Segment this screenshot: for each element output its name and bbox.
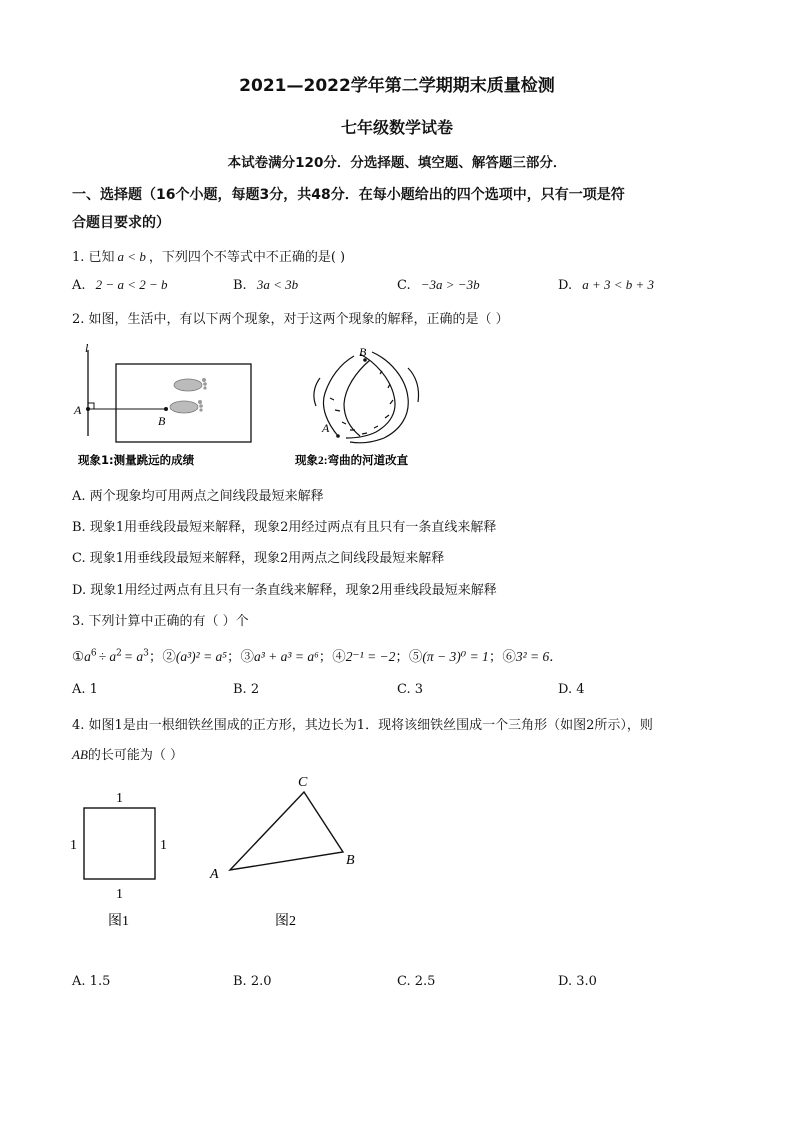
- label-c: C: [298, 775, 308, 790]
- q2-figure-long-jump: [70, 338, 270, 473]
- river-drawing: [314, 352, 419, 443]
- label-a: A: [74, 403, 82, 417]
- option-text: −3a > −3b: [420, 277, 480, 292]
- q3-item-6: ⑥3² = 6．: [502, 649, 563, 665]
- option-text: 1: [89, 682, 98, 697]
- option-text: 2 − a < 2 − b: [95, 277, 168, 292]
- question-4-stem-line1: 4. 如图1是由一根细铁丝围成的正方形，其边长为1．现将该细铁丝围成一个三角形（如图2所示），则: [72, 718, 653, 733]
- option-text: 2.5: [414, 974, 436, 989]
- option-text: 4: [576, 682, 585, 697]
- label-l: l: [85, 341, 89, 355]
- option-text: 2: [250, 682, 260, 697]
- option-label: C.: [72, 551, 86, 566]
- q4-option-a[interactable]: [72, 974, 110, 989]
- label-b: B: [346, 853, 355, 868]
- q2-option-a[interactable]: [72, 485, 324, 504]
- exam-title: 2021—2022学年第二学期期末质量检测: [239, 76, 555, 96]
- triangle-abc: [230, 792, 343, 870]
- q2-figure-river: [290, 338, 460, 473]
- caption-figure-1: 图1: [108, 914, 129, 929]
- q3-item-1: $①a^6 \div a^2 = a^3$；: [72, 648, 163, 665]
- q3-item-5: ⑤(π − 3)⁰ = 1；: [408, 649, 503, 665]
- label-b: B: [359, 345, 367, 359]
- option-label: B.: [233, 278, 247, 293]
- question-4-stem-line2: [72, 744, 183, 763]
- section-heading-line2: 合题目要求的）: [72, 215, 170, 231]
- section-heading-line1: 一、选择题（16个小题，每题3分，共48分．在每小题给出的四个选项中，只有一项是符: [72, 187, 625, 203]
- q1-prefix: 1. 已知: [72, 250, 115, 265]
- option-text: 2.0: [250, 974, 272, 989]
- option-label: A.: [72, 278, 86, 293]
- point-b: [164, 407, 168, 411]
- option-text: 两个现象均可用两点之间线段最短来解释: [89, 489, 324, 504]
- option-text: 现象1用经过两点有且只有一条直线来解释，现象2用垂线段最短来解释: [90, 583, 497, 598]
- label-b: B: [158, 414, 166, 428]
- q3-option-a[interactable]: [72, 682, 98, 697]
- q3-option-c[interactable]: [397, 682, 423, 697]
- option-label: D.: [558, 974, 573, 989]
- q4-figure-triangle: [200, 770, 370, 930]
- q2-option-d[interactable]: [72, 579, 497, 598]
- q1-option-c[interactable]: [397, 277, 480, 293]
- caption-figure-2: 图2: [275, 914, 296, 929]
- side-left: 1: [70, 838, 77, 853]
- q3-item-3: ③a³ + a³ = a⁶；: [240, 649, 333, 665]
- question-1-stem: [72, 246, 345, 265]
- side-right: 1: [160, 838, 167, 853]
- footprint-icon: [170, 378, 207, 413]
- option-label: A.: [72, 974, 86, 989]
- option-text: 3a < 3b: [256, 277, 299, 292]
- option-text: 现象1用垂线段最短来解释，现象2用经过两点有且只有一条直线来解释: [89, 520, 497, 535]
- q4-option-c[interactable]: [397, 974, 435, 989]
- option-label: A.: [72, 489, 86, 504]
- q3-item-2: ②(a³)² = a⁵；: [162, 649, 241, 665]
- option-text: 1.5: [89, 974, 111, 989]
- option-label: D.: [558, 682, 573, 697]
- q2-option-b[interactable]: [72, 516, 496, 535]
- option-label: B.: [72, 520, 86, 535]
- option-text: 3: [414, 682, 424, 697]
- q1-condition: a < b: [117, 249, 146, 264]
- q2-option-c[interactable]: [72, 547, 444, 566]
- point-a: [336, 434, 340, 438]
- option-label: D.: [558, 278, 573, 293]
- option-text: 3.0: [576, 974, 597, 989]
- square: [84, 808, 155, 879]
- option-text: a + 3 < b + 3: [582, 277, 655, 292]
- label-a: A: [210, 867, 219, 882]
- q4-option-d[interactable]: [558, 974, 597, 989]
- q4-var-ab: AB: [72, 747, 88, 762]
- question-2-stem: 2. 如图，生活中，有以下两个现象，对于这两个现象的解释，正确的是（ ）: [72, 312, 509, 327]
- option-text: 现象1用垂线段最短来解释，现象2用两点之间线段最短来解释: [89, 551, 445, 566]
- option-label: D.: [72, 583, 87, 598]
- option-label: C.: [397, 278, 411, 293]
- q4-option-b[interactable]: [233, 974, 272, 989]
- q4-stem-rest: 的长可能为（ ）: [87, 748, 184, 763]
- label-a: A: [322, 421, 330, 435]
- option-label: C.: [397, 974, 411, 989]
- option-label: C.: [397, 682, 411, 697]
- q3-option-d[interactable]: [558, 682, 585, 697]
- option-label: B.: [233, 682, 247, 697]
- q1-suffix: ，下列四个不等式中不正确的是( ): [148, 250, 346, 265]
- q1-option-b[interactable]: [233, 277, 298, 293]
- question-3-stem: 3. 下列计算中正确的有（ ）个: [72, 614, 249, 629]
- caption-phenomenon-1: 现象1:测量跳远的成绩: [78, 453, 195, 467]
- point-a: [86, 407, 90, 411]
- q1-option-a[interactable]: [72, 277, 168, 293]
- q3-option-b[interactable]: [233, 682, 259, 697]
- option-label: A.: [72, 682, 86, 697]
- option-label: B.: [233, 974, 247, 989]
- q3-statements: [72, 645, 563, 665]
- q1-option-d[interactable]: [558, 277, 654, 293]
- side-top: 1: [116, 791, 123, 806]
- exam-note: 本试卷满分120分．分选择题、填空题、解答题三部分．: [227, 155, 567, 171]
- side-bottom: 1: [116, 887, 123, 902]
- q3-item-4: ④2⁻¹ = −2；: [332, 649, 409, 665]
- exam-subtitle: 七年级数学试卷: [340, 118, 453, 137]
- caption-phenomenon-2: 现象2:弯曲的河道改直: [295, 455, 409, 467]
- q4-figure-square: [64, 785, 184, 930]
